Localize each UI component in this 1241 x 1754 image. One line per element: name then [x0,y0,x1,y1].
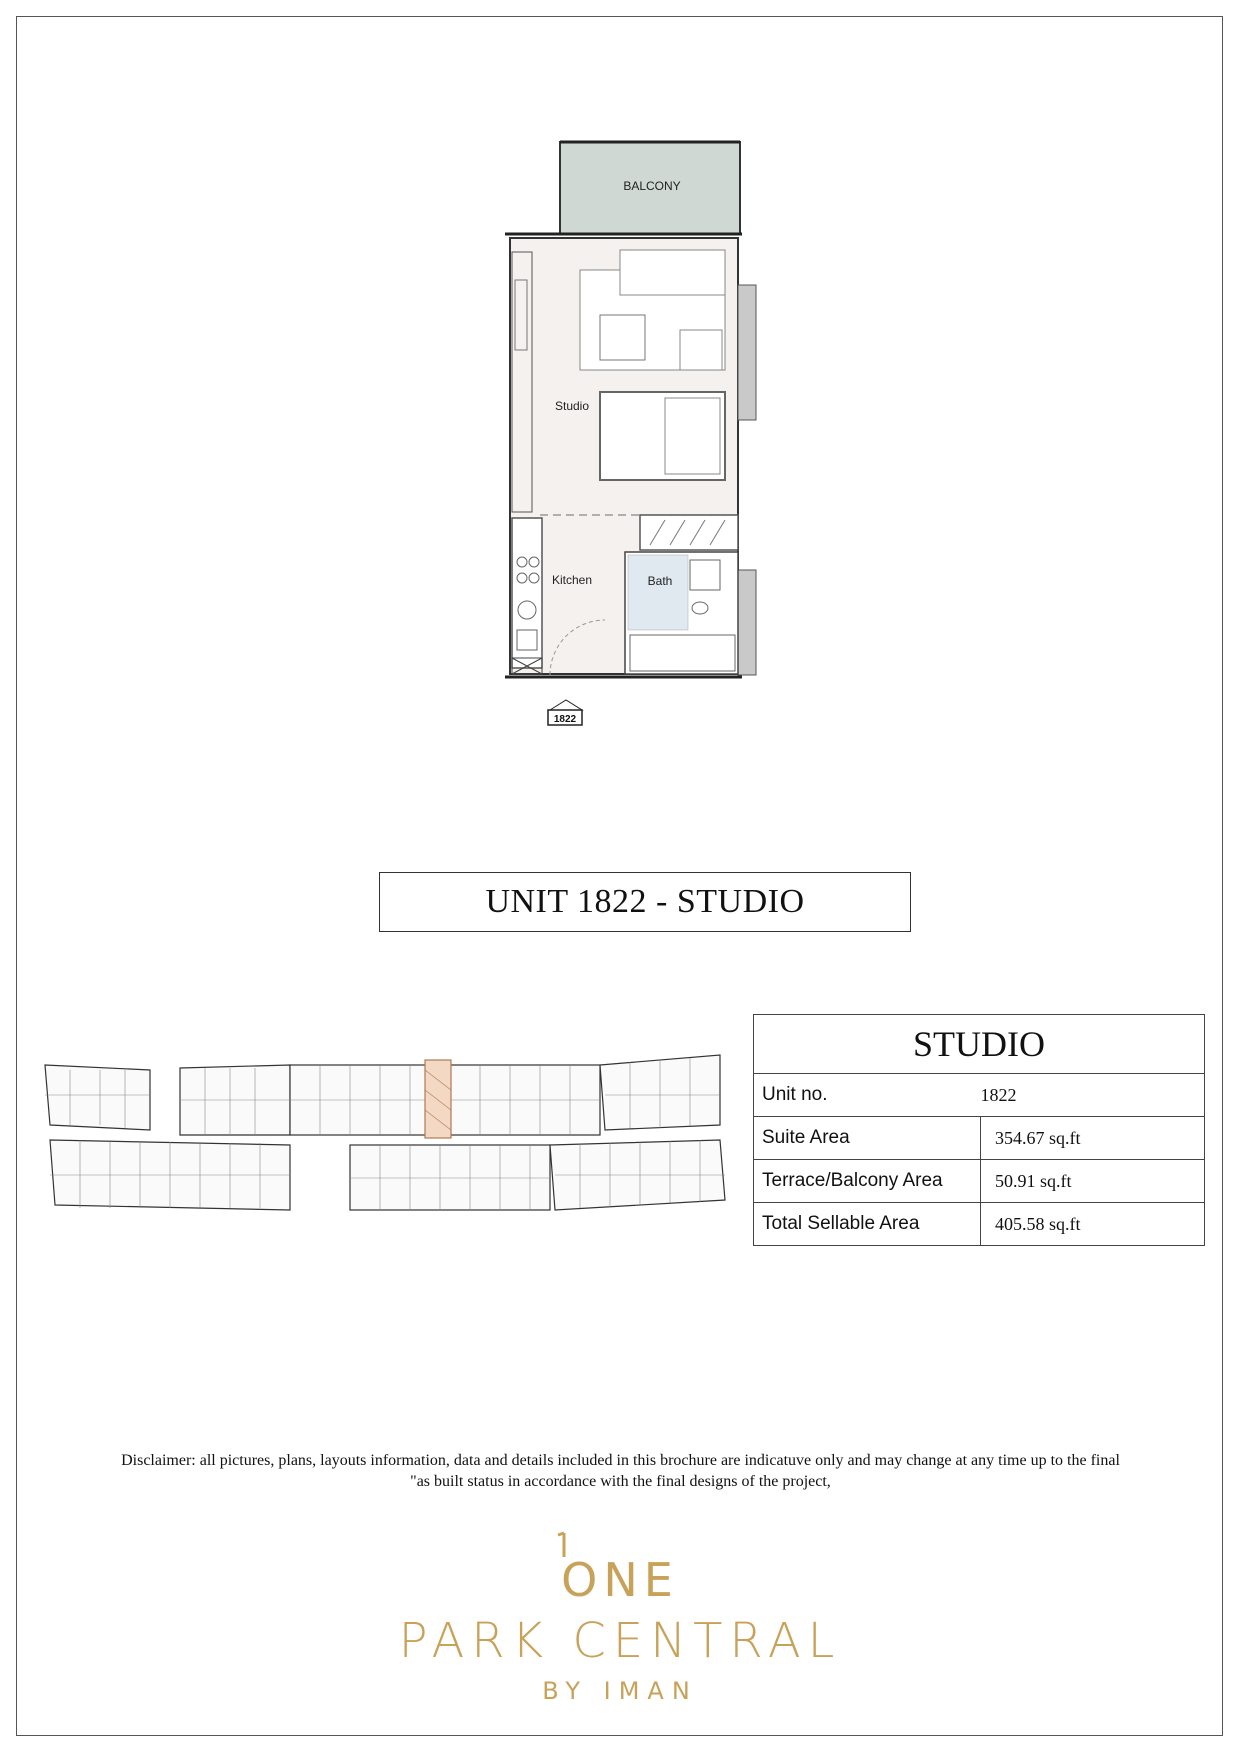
unit-tag-label: 1822 [553,714,577,725]
key-plan [30,1040,735,1225]
table-heading: STUDIO [754,1015,1205,1074]
suite-area-value: 354.67 sq.ft [981,1117,1205,1160]
disclaimer-line-2: "as built status in accordance with the final designs of the project, [410,1473,831,1490]
brand-logo [360,1525,880,1705]
key-plan-drawing [30,1040,735,1225]
unit-no-value: 1822 [981,1074,1205,1117]
kitchen-label: Kitchen [551,573,593,587]
coffee-table [600,315,645,360]
key-plan-block-west-top [45,1065,150,1130]
unit-info-table [753,1014,1205,1246]
balcony-area-value: 50.91 sq.ft [981,1160,1205,1203]
unit-floor-plan [490,130,760,780]
unit-no-label: Unit no. [754,1074,981,1117]
disclaimer-line-1: Disclaimer: all pictures, plans, layouts information, data and details included in this brochure are indicatuve only and may change at any time up to the final [121,1452,1120,1469]
logo-line-by-iman: BY IMAN [542,1677,698,1705]
bath-label: Bath [647,574,673,588]
total-area-value: 405.58 sq.ft [981,1203,1205,1246]
table-row [754,1203,1205,1246]
studio-label: Studio [554,399,590,413]
logo-line-park-central: PARK CENTRAL [398,1613,842,1669]
balcony-area-label: Terrace/Balcony Area [754,1160,981,1203]
floor-plan-drawing [490,130,760,780]
logo-line-one: ONE [561,1553,679,1607]
disclaimer [60,1450,1181,1492]
highlighted-unit-marker [425,1060,451,1138]
suite-area-label: Suite Area [754,1117,981,1160]
table-row [754,1160,1205,1203]
total-area-label: Total Sellable Area [754,1203,981,1246]
table-row [754,1117,1205,1160]
balcony-label: BALCONY [623,179,681,193]
unit-title: UNIT 1822 - STUDIO [379,872,911,932]
table-row [754,1074,1205,1117]
